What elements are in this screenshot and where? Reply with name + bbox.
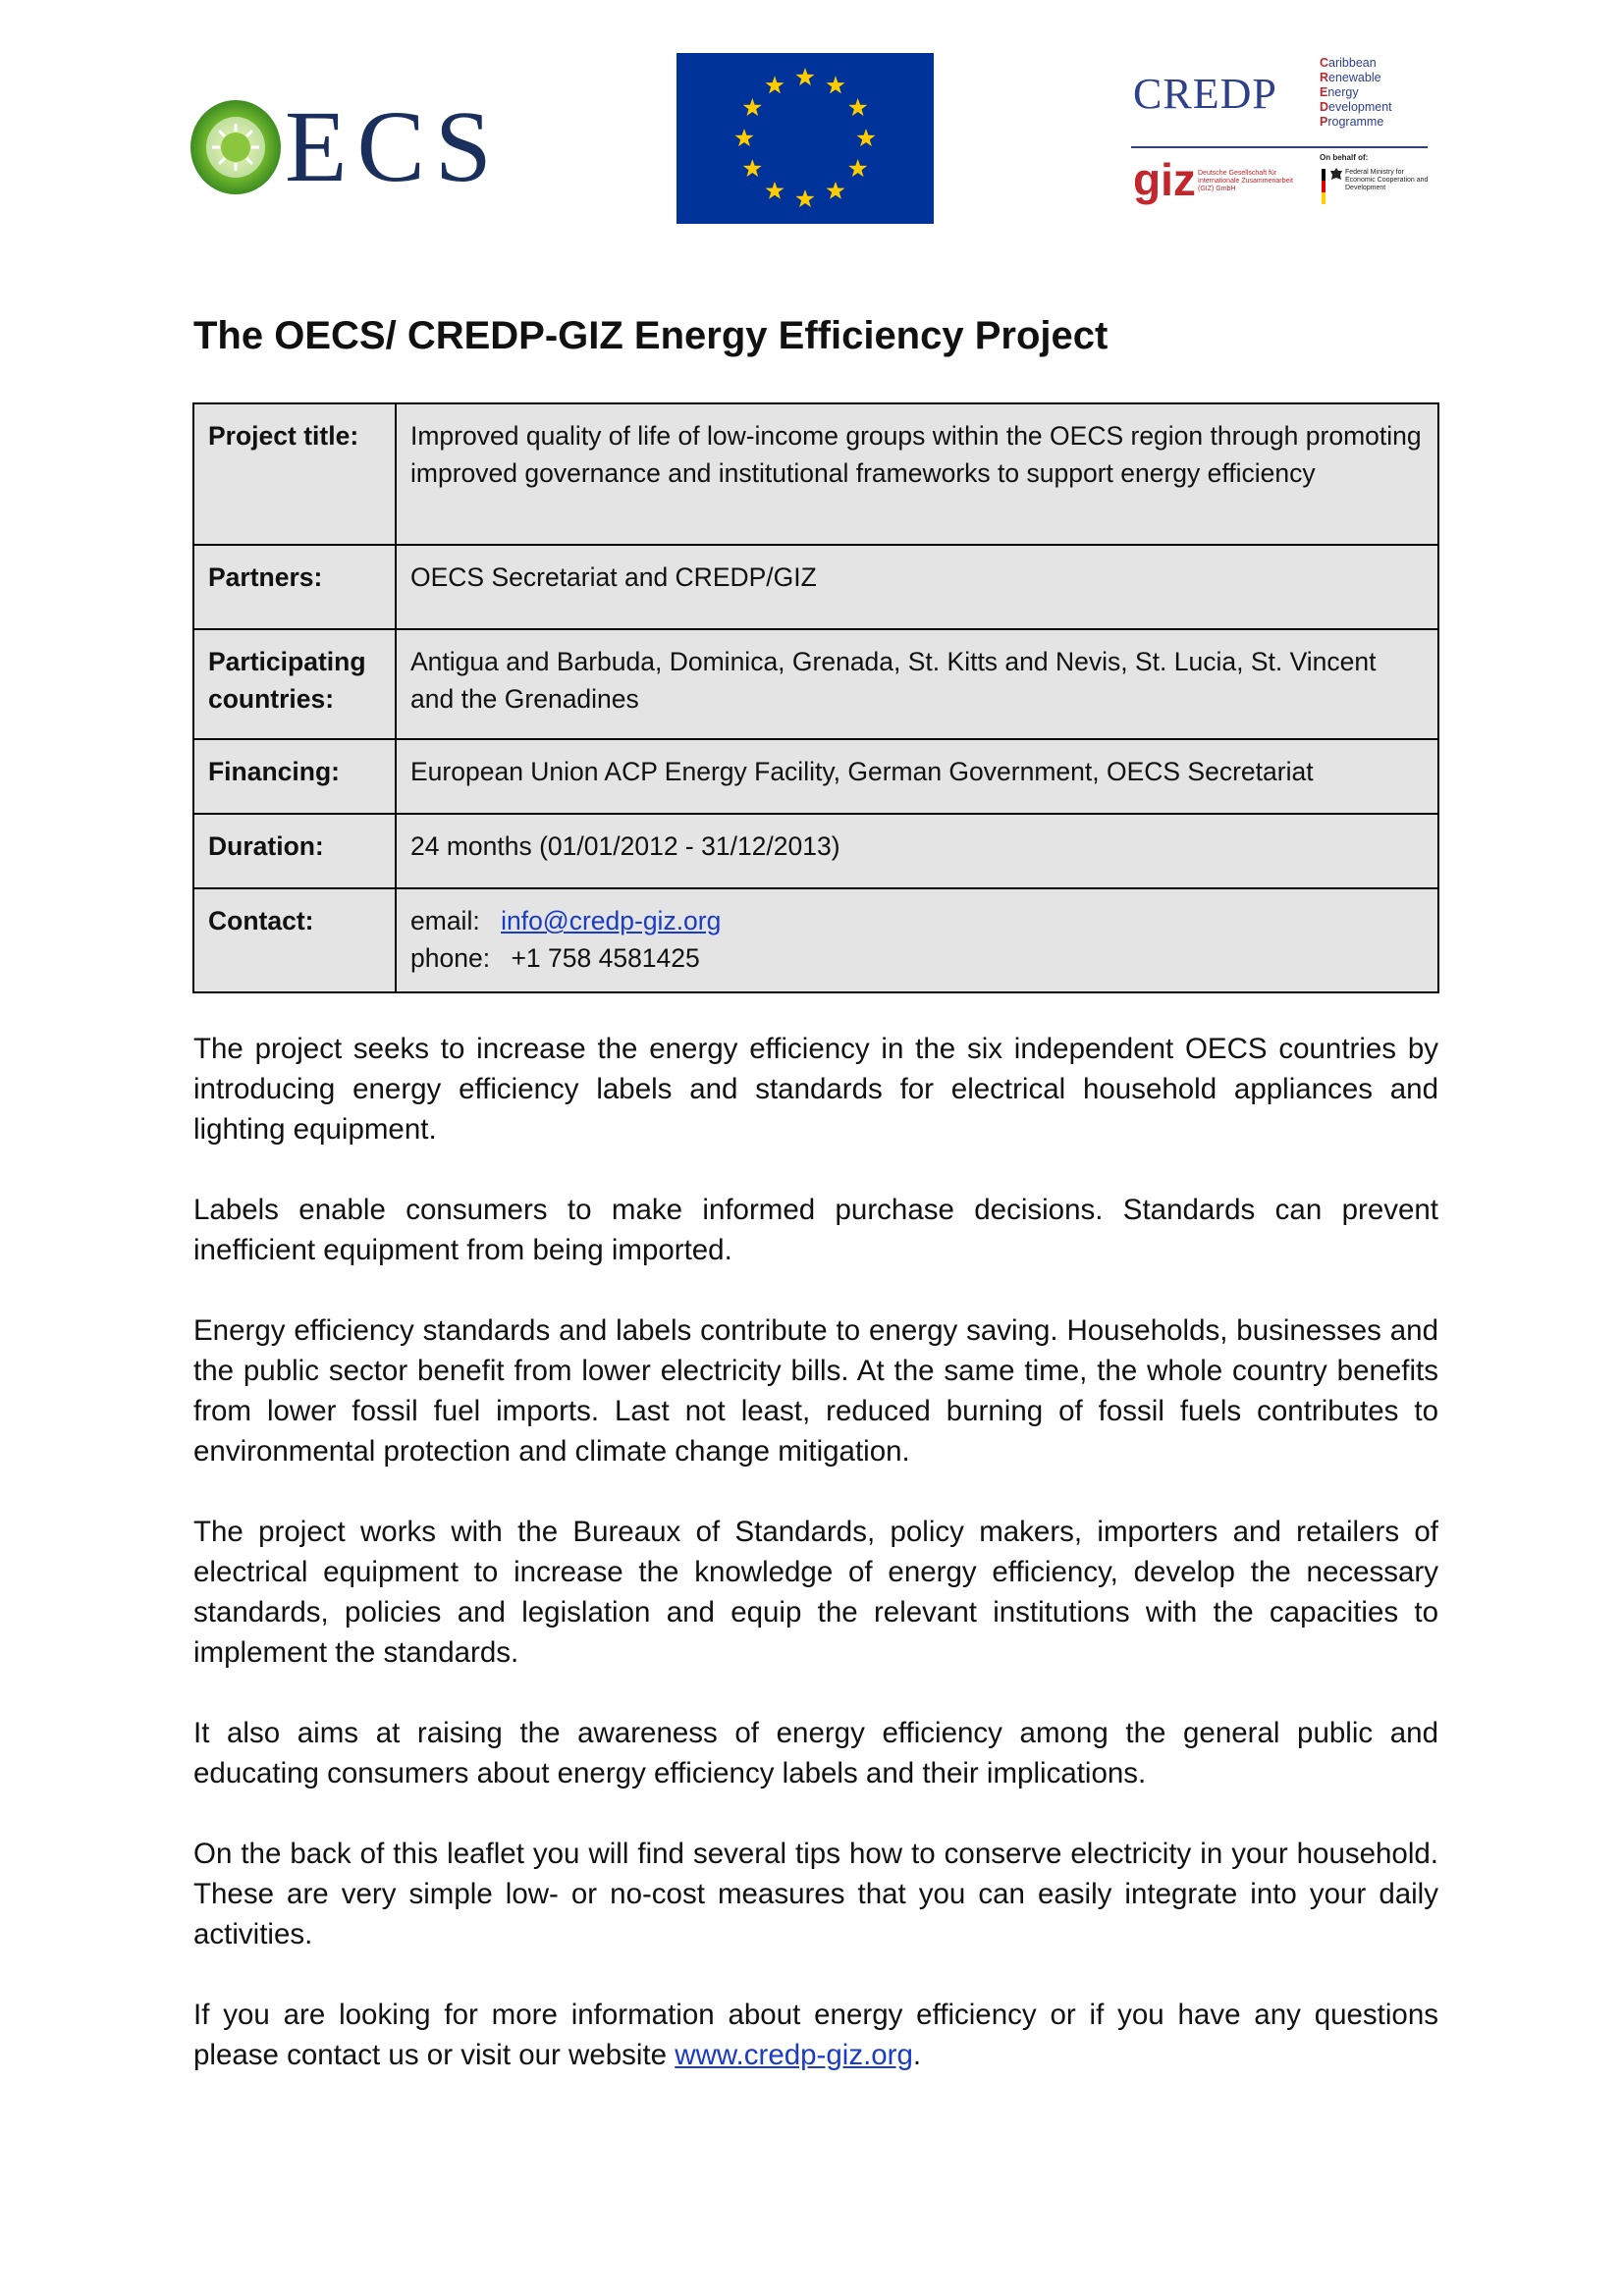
phone-label: phone:	[410, 942, 491, 973]
row-label: Partners:	[193, 545, 396, 629]
page-title: The OECS/ CREDP-GIZ Energy Efficiency Project	[193, 314, 1109, 357]
eu-flag-icon	[676, 53, 934, 224]
table-row	[193, 545, 1438, 629]
eagle-icon	[1329, 167, 1343, 183]
email-line	[410, 903, 1424, 940]
credp-acronym-line: Programme	[1320, 115, 1384, 129]
credp-giz-logo	[1129, 51, 1434, 220]
paragraph: The project works with the Bureaux of Standards, policy makers, importers and retailers of electrical equipment to increase the knowledge of energy efficiency, develop the necessary standards, policies and legislation and equip the relevant institutions with the capacities to implement the standards.	[193, 1516, 1438, 1669]
phone-line	[410, 940, 1424, 978]
paragraph: On the back of this leaflet you will find several tips how to conserve electricity in your household. These are very simple low- or no-cost measures that you can easily integrate into your daily activities.	[193, 1838, 1438, 1950]
project-info-table	[192, 402, 1439, 993]
credp-acronym	[1320, 56, 1392, 130]
credp-wordmark: CREDP	[1133, 70, 1277, 118]
credp-divider	[1131, 146, 1428, 148]
table-row	[193, 739, 1438, 814]
paragraph: It also aims at raising the awareness of energy efficiency among the general public and educating consumers about energy efficiency labels and their implications.	[193, 1717, 1438, 1789]
credp-acronym-line: Development	[1320, 100, 1392, 114]
row-label: Financing:	[193, 739, 396, 814]
row-label: Duration:	[193, 814, 396, 888]
credp-acronym-line: Renewable	[1320, 71, 1381, 84]
table-row	[193, 403, 1438, 545]
email-link[interactable]: info@credp-giz.org	[501, 906, 722, 935]
closing-paragraph	[193, 1995, 1438, 2075]
on-behalf-label: On behalf of:	[1320, 153, 1369, 162]
email-label: email:	[410, 906, 480, 935]
row-value: European Union ACP Energy Facility, German Government, OECS Secretariat	[396, 739, 1438, 814]
oecs-logo	[189, 90, 503, 203]
ministry-name: Federal Ministry for Economic Cooperation and Development	[1345, 169, 1429, 191]
german-flag-icon	[1322, 169, 1325, 204]
row-label: Participating countries:	[193, 629, 396, 739]
closing-period: .	[912, 2039, 922, 2071]
oecs-emblem-icon	[189, 98, 283, 196]
paragraph: Labels enable consumers to make informed purchase decisions. Standards can prevent inefficient equipment from being imported.	[193, 1194, 1438, 1266]
oecs-wordmark: ECS	[285, 90, 502, 203]
credp-acronym-line: Caribbean	[1320, 56, 1377, 70]
row-value: Antigua and Barbuda, Dominica, Grenada, St. Kitts and Nevis, St. Lucia, St. Vincent and the Grenadines	[396, 629, 1438, 739]
body-text	[193, 1029, 1438, 2115]
giz-subtitle: Deutsche Gesellschaft für Internationale Zusammenarbeit (GIZ) GmbH	[1198, 170, 1293, 192]
giz-wordmark: giz	[1133, 154, 1196, 205]
table-row	[193, 888, 1438, 992]
paragraph: The project seeks to increase the energy efficiency in the six independent OECS countries by introducing energy efficiency labels and standards for electrical household appliances and lighting equipment.	[193, 1033, 1438, 1146]
paragraph: Energy efficiency standards and labels contribute to energy saving. Households, businesses and the public sector benefit from lower electricity bills. At the same time, the whole country benefits from lower fossil fuel imports. Last not least, reduced burning of fossil fuels contributes to environmental protection and climate change mitigation.	[193, 1314, 1438, 1468]
row-value: Improved quality of life of low-income groups within the OECS region through promoting improved governance and institutional frameworks to support energy efficiency	[396, 403, 1438, 545]
phone-number: +1 758 4581425	[511, 942, 700, 973]
row-label: Project title:	[193, 403, 396, 545]
contact-cell	[396, 888, 1438, 992]
eu-flag	[676, 53, 934, 224]
row-label: Contact:	[193, 888, 396, 992]
closing-text: If you are looking for more information about energy efficiency or if you have any questions please contact us or visit our website	[193, 1999, 1438, 2071]
row-value: OECS Secretariat and CREDP/GIZ	[396, 545, 1438, 629]
table-row	[193, 814, 1438, 888]
table-row	[193, 629, 1438, 739]
credp-acronym-line: Energy	[1320, 85, 1359, 99]
row-value: 24 months (01/01/2012 - 31/12/2013)	[396, 814, 1438, 888]
website-link[interactable]: www.credp-giz.org	[675, 2039, 913, 2071]
